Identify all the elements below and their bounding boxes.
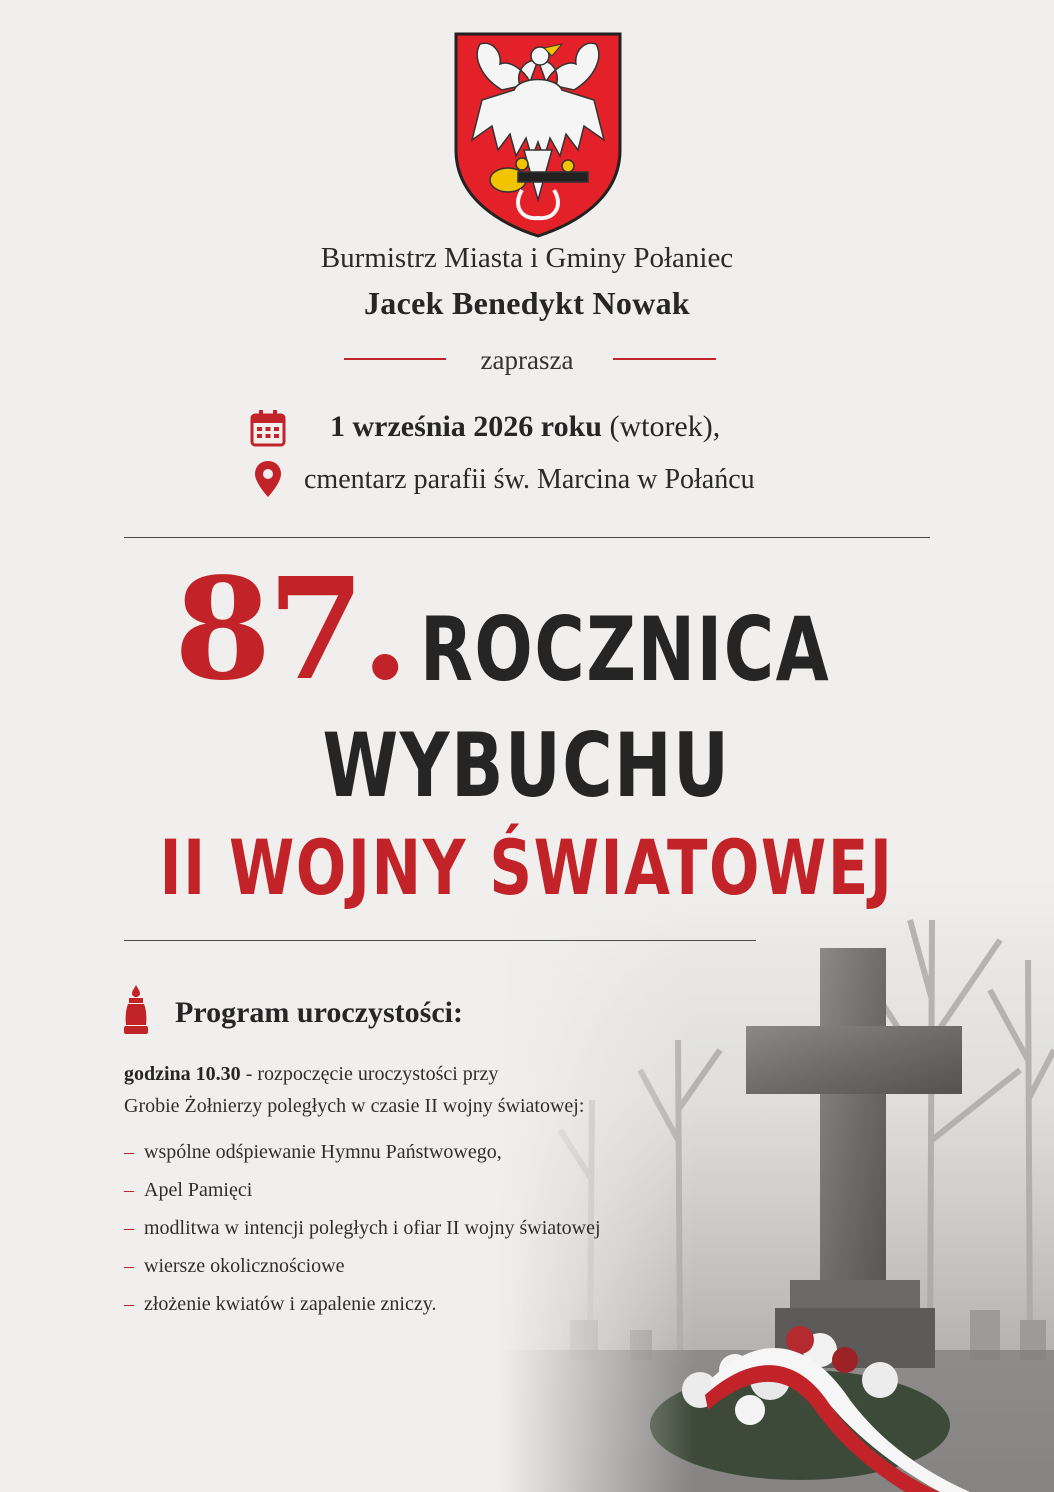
divider-right (613, 358, 716, 360)
list-item-text: złożenie kwiatów i zapalenie zniczy. (144, 1293, 437, 1315)
event-place: cmentarz parafii św. Marcina w Połańcu (304, 464, 755, 495)
list-item-text: Apel Pamięci (144, 1179, 253, 1201)
invites-label: zaprasza (480, 345, 574, 375)
list-bullet: – (124, 1179, 134, 1201)
headline-line-2 (0, 714, 1054, 817)
program-title: Program uroczystości: (175, 996, 463, 1029)
headline-line-1: ROCZNICA (420, 598, 831, 701)
list-bullet: – (124, 1141, 134, 1163)
mayor-title: Burmistrz Miasta i Gminy Połaniec (320, 242, 734, 274)
mayor-name: Jacek Benedykt Nowak (363, 285, 690, 321)
event-date-weekday: (wtorek), (601, 410, 721, 443)
list-bullet: – (124, 1217, 134, 1239)
list-item-text: wiersze okolicznościowe (144, 1255, 345, 1277)
anniversary-number: 87. (174, 548, 406, 712)
list-item (124, 1250, 601, 1288)
headline-line-2-text: WYBUCHU (323, 714, 731, 817)
program-list (124, 1136, 601, 1326)
list-item (124, 1288, 601, 1326)
list-item-text: wspólne odśpiewanie Hymnu Państwowego, (144, 1141, 502, 1163)
headline-line-3 (0, 823, 1054, 912)
headline-line-3-text: II WOJNY ŚWIATOWEJ (159, 823, 895, 912)
list-item (124, 1174, 601, 1212)
list-item-text: modlitwa w intencji poległych i ofiar II wojny światowej (144, 1217, 601, 1239)
grave-candle-icon (120, 985, 152, 1035)
event-date-bold: 1 września 2026 roku (330, 410, 602, 443)
divider-top (124, 537, 930, 538)
calendar-icon (250, 409, 286, 447)
list-bullet: – (124, 1293, 134, 1315)
list-item (124, 1212, 601, 1250)
divider-bottom (124, 940, 756, 941)
list-item (124, 1136, 601, 1174)
eagle-coat-of-arms (452, 30, 624, 240)
event-date (330, 410, 720, 444)
location-pin-icon (254, 460, 282, 498)
program-intro-line2: Grobie Żołnierzy poległych w czasie II wojny światowej: (124, 1095, 585, 1117)
program-intro-text: - rozpoczęcie uroczystości przy (240, 1063, 499, 1085)
program-time: godzina 10.30 (124, 1063, 241, 1085)
list-bullet: – (124, 1255, 134, 1277)
program-intro (124, 1058, 644, 1122)
